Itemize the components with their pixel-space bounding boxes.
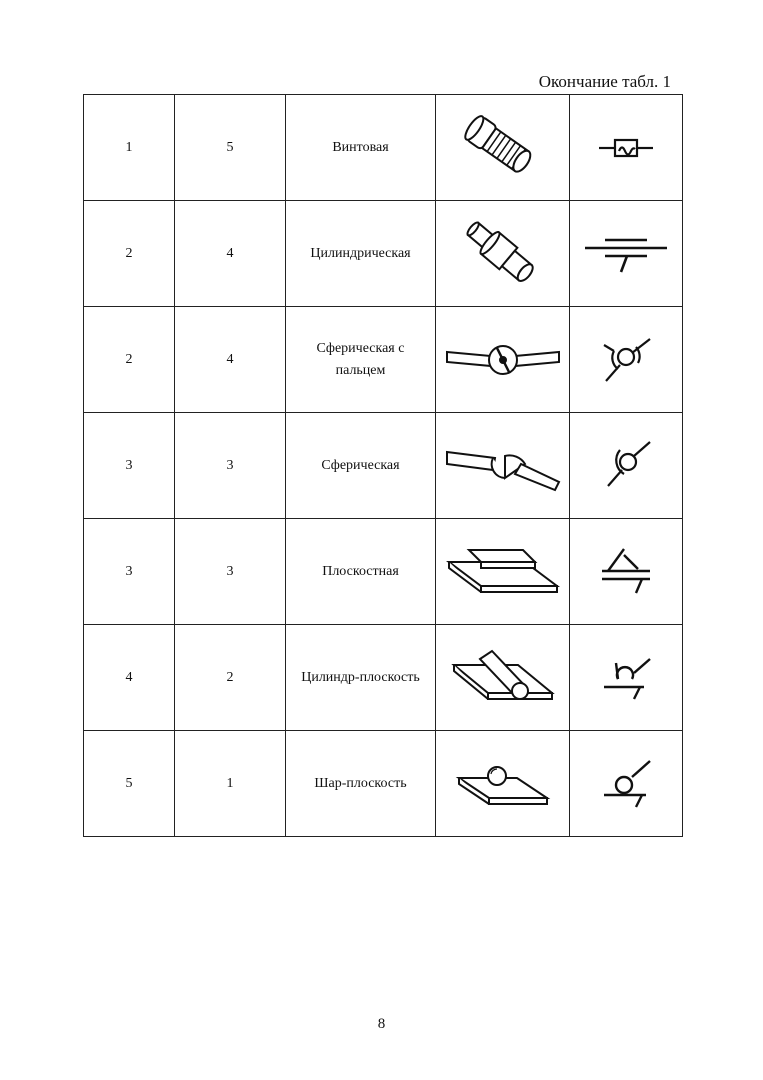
cell-symbol (570, 625, 683, 731)
screw-joint-drawing (458, 108, 548, 188)
cell-pair-name (286, 413, 436, 519)
pair-name: Сферическая с пальцем (316, 340, 405, 378)
cell-pair-name (286, 519, 436, 625)
cell-mobility: 4 (175, 307, 286, 413)
cell-mobility: 3 (175, 519, 286, 625)
cell-symbol (570, 519, 683, 625)
cell-class: 2 (84, 201, 175, 307)
cell-illustration (436, 519, 570, 625)
spherical-joint-drawing (443, 434, 563, 498)
cylinder-plane-joint-symbol (594, 651, 658, 705)
table-row (84, 519, 683, 625)
table-row (84, 307, 683, 413)
cell-pair-name (286, 731, 436, 837)
cell-illustration (436, 95, 570, 201)
cell-pair-name (286, 95, 436, 201)
cell-pair-name (286, 625, 436, 731)
page-number: 8 (377, 1016, 386, 1032)
cell-illustration (436, 731, 570, 837)
cell-mobility: 4 (175, 201, 286, 307)
screw-joint-symbol (591, 128, 661, 168)
cylinder-plane-joint-drawing (448, 643, 558, 713)
cell-mobility: 1 (175, 731, 286, 837)
table-row (84, 95, 683, 201)
cell-symbol (570, 413, 683, 519)
cell-symbol (570, 731, 683, 837)
cell-class: 3 (84, 519, 175, 625)
cell-class: 4 (84, 625, 175, 731)
cell-illustration (436, 307, 570, 413)
planar-joint-drawing (443, 540, 563, 604)
cell-class: 5 (84, 731, 175, 837)
cell-mobility: 5 (175, 95, 286, 201)
cell-mobility: 2 (175, 625, 286, 731)
cell-symbol (570, 201, 683, 307)
cell-illustration (436, 413, 570, 519)
cell-pair-name (286, 307, 436, 413)
cylindrical-joint-drawing (458, 212, 548, 296)
cell-symbol (570, 307, 683, 413)
cell-class: 1 (84, 95, 175, 201)
table-row (84, 413, 683, 519)
ball-plane-joint-symbol (594, 755, 658, 813)
pair-name: Шар-плоскость (314, 775, 407, 791)
planar-joint-symbol (594, 545, 658, 599)
cell-symbol (570, 95, 683, 201)
spherical-joint-symbol (594, 436, 658, 496)
kinematic-pairs-table (83, 94, 683, 837)
cell-class: 2 (84, 307, 175, 413)
cell-mobility: 3 (175, 413, 286, 519)
cell-pair-name (286, 201, 436, 307)
pair-name: Винтовая (332, 139, 389, 155)
table-continuation-caption: Окончание табл. 1 (538, 72, 671, 91)
pair-name: Цилиндр-плоскость (301, 669, 420, 685)
cell-class: 3 (84, 413, 175, 519)
ball-plane-joint-drawing (453, 754, 553, 814)
pair-name: Сферическая (321, 457, 400, 473)
table-row (84, 731, 683, 837)
table-row (84, 201, 683, 307)
spherical-pin-joint-drawing (443, 330, 563, 390)
cylindrical-joint-symbol (581, 232, 671, 276)
table-row (84, 625, 683, 731)
pair-name: Плоскостная (322, 563, 399, 579)
spherical-pin-joint-symbol (594, 333, 658, 387)
cell-illustration (436, 625, 570, 731)
pair-name: Цилиндрическая (310, 245, 411, 261)
cell-illustration (436, 201, 570, 307)
